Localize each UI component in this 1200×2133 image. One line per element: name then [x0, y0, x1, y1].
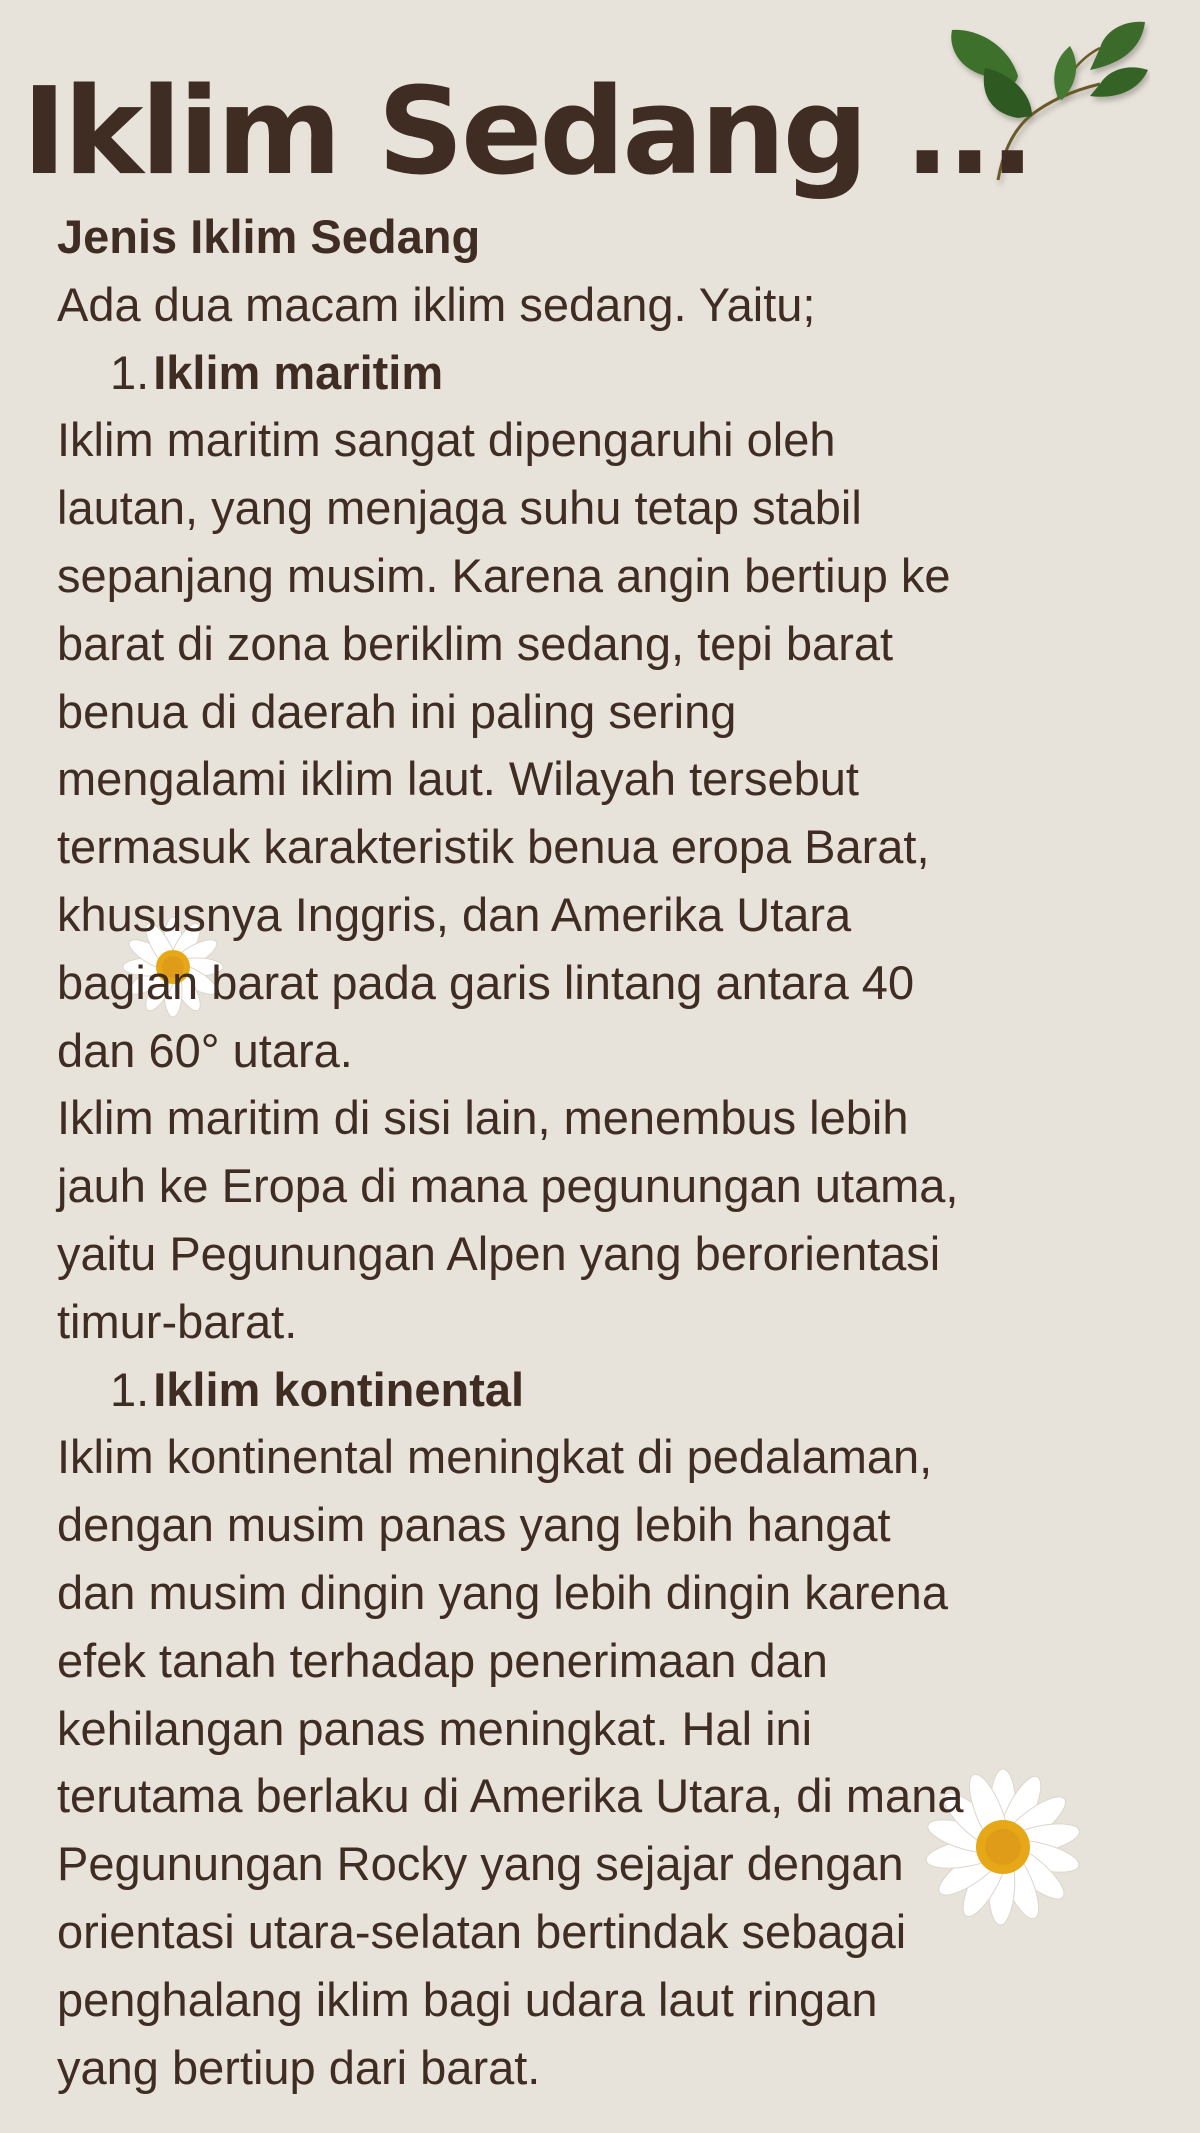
- text-line: termasuk karakteristik benua eropa Barat,: [57, 820, 930, 874]
- text-line: barat di zona beriklim sedang, tepi barat: [57, 616, 894, 670]
- intro-text: Ada dua macam iklim sedang. Yaitu;: [57, 277, 816, 331]
- text-line: mengalami iklim laut. Wilayah tersebut: [57, 752, 859, 806]
- text-line: kehilangan panas meningkat. Hal ini: [57, 1701, 813, 1755]
- section-heading: Jenis Iklim Sedang: [57, 210, 481, 263]
- text-line: yaitu Pegunungan Alpen yang berorientasi: [57, 1226, 941, 1280]
- item-heading-maritime: Iklim maritim: [153, 345, 444, 399]
- list-number: 1.: [110, 345, 150, 399]
- text-line: penghalang iklim bagi udara laut ringan: [57, 1972, 878, 2026]
- text-line: Iklim maritim sangat dipengaruhi oleh: [57, 413, 836, 467]
- text-line: lautan, yang menjaga suhu tetap stabil: [57, 481, 862, 535]
- text-line: sepanjang musim. Karena angin bertiup ke: [57, 548, 951, 602]
- text-line: efek tanah terhadap penerimaan dan: [57, 1633, 828, 1687]
- text-line: Pegunungan Rocky yang sejajar dengan: [57, 1837, 904, 1891]
- text-line: jauh ke Eropa di mana pegunungan utama,: [57, 1159, 959, 1213]
- text-line: benua di daerah ini paling sering: [57, 684, 737, 738]
- text-line: timur-barat.: [57, 1294, 298, 1348]
- list-item-heading: [57, 339, 1157, 407]
- text-line: Iklim kontinental meningkat di pedalaman,: [57, 1430, 933, 1484]
- article-body: [57, 203, 1157, 2101]
- text-line: Iklim maritim di sisi lain, menembus lebih: [57, 1091, 909, 1145]
- text-line: dan 60° utara.: [57, 1023, 353, 1077]
- text-line: dan musim dingin yang lebih dingin karena: [57, 1565, 948, 1619]
- list-item-heading: [57, 1356, 1157, 1424]
- continental-paragraph: [57, 1423, 1157, 2101]
- maritime-paragraph: [57, 406, 1157, 1355]
- text-line: bagian barat pada garis lintang antara 40: [57, 955, 915, 1009]
- text-line: khususnya Inggris, dan Amerika Utara: [57, 887, 852, 941]
- item-heading-continental: Iklim kontinental: [153, 1362, 525, 1416]
- text-line: dengan musim panas yang lebih hangat: [57, 1498, 891, 1552]
- list-number: 1.: [110, 1362, 150, 1416]
- page-title: Iklim Sedang ...: [22, 63, 1033, 202]
- text-line: terutama berlaku di Amerika Utara, di mana: [57, 1769, 964, 1823]
- text-line: orientasi utara-selatan bertindak sebagai: [57, 1904, 907, 1958]
- text-line: yang bertiup dari barat.: [57, 2040, 541, 2094]
